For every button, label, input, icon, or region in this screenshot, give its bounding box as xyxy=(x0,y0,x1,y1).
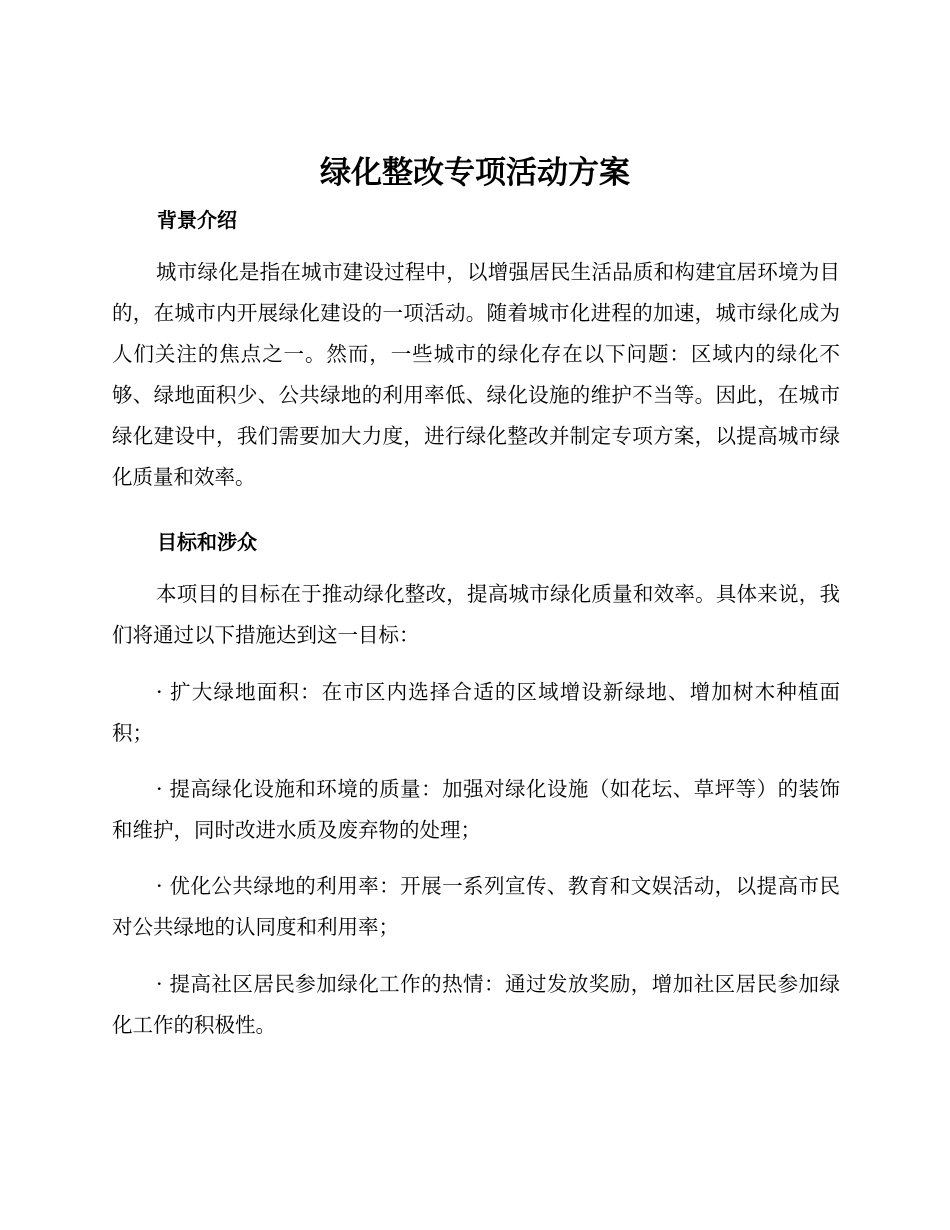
paragraph-goals: 本项目的目标在于推动绿化整改，提高城市绿化质量和效率。具体来说，我们将通过以下措施达到这一目标： xyxy=(112,582,840,647)
bullet-item: · 提高绿化设施和环境的质量：加强对绿化设施（如花坛、草坪等）的装饰和维护，同时改进水质及废弃物的处理； xyxy=(112,777,840,842)
document-title: 绿化整改专项活动方案 xyxy=(320,155,630,191)
section-heading-goals: 目标和涉众 xyxy=(157,530,257,554)
paragraph-background: 城市绿化是指在城市建设过程中，以增强居民生活品质和构建宜居环境为目的，在城市内开展绿化建设的一项活动。随着城市化进程的加速，城市绿化成为人们关注的焦点之一。然而，一些城市的绿化存在以下问题：区域内的绿化不够、绿地面积少、公共绿地的利用率低、绿化设施的维护不当等。因此，在城市绿化建设中，我们需要加大力度，进行绿化整改并制定专项方案，以提高城市绿化质量和效率。 xyxy=(112,260,840,489)
bullet-item: · 优化公共绿地的利用率：开展一系列宣传、教育和文娱活动，以提高市民对公共绿地的认同度和利用率； xyxy=(112,874,840,939)
section-heading-background: 背景介绍 xyxy=(157,208,237,232)
bullet-item: · 提高社区居民参加绿化工作的热情：通过发放奖励，增加社区居民参加绿化工作的积极性。 xyxy=(112,972,840,1037)
bullet-item: · 扩大绿地面积：在市区内选择合适的区域增设新绿地、增加树木种植面积； xyxy=(112,680,840,745)
